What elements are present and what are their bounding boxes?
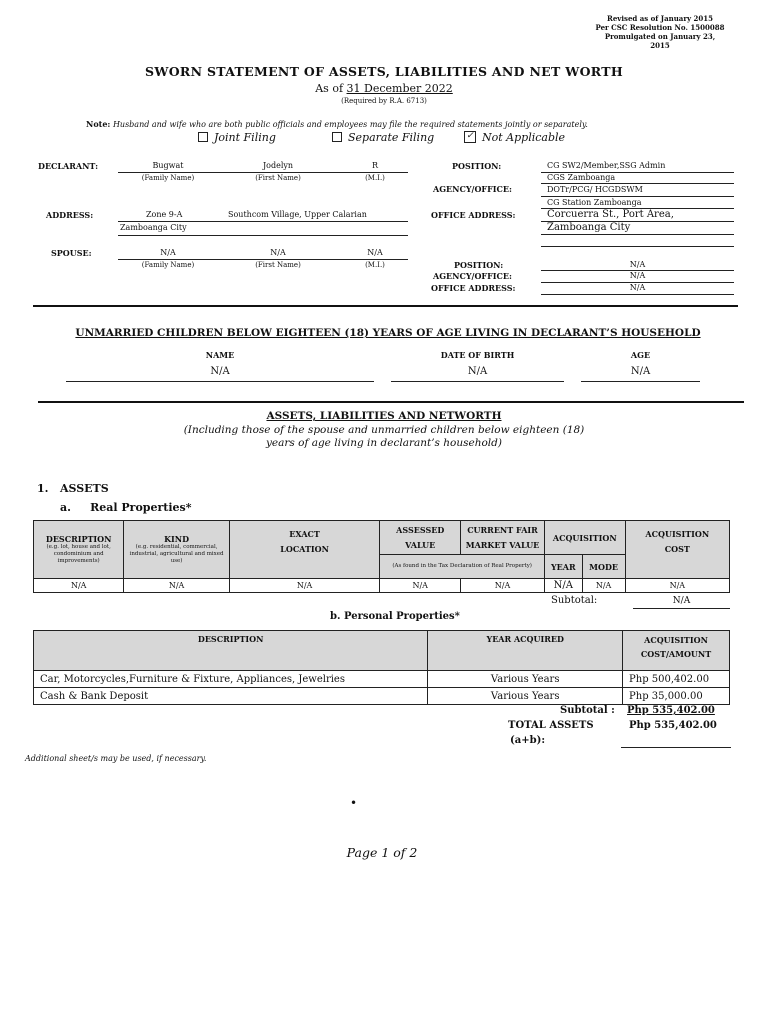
spouse-agency-label: AGENCY/OFFICE:: [433, 271, 512, 281]
spouse-first-name: N/A: [270, 248, 286, 257]
rp-header-kind: [124, 521, 229, 579]
office-address-line-3-rule: [541, 246, 734, 247]
rp-header-assessed-1: ASSESSED: [396, 524, 445, 535]
spouse-first-caption: (First Name): [255, 261, 301, 269]
separate-filing-checkbox[interactable]: [332, 132, 342, 142]
rp-header-value-note: (As found in the Tax Declaration of Real Property): [380, 555, 545, 579]
spouse-position-value: N/A: [629, 260, 646, 269]
spouse-office-address-rule: [541, 294, 734, 295]
pp-row-1-description: Car, Motorcycles,Furniture & Fixture, Appliances, Jewelries: [34, 671, 428, 688]
rp-cell-location: N/A: [229, 579, 380, 593]
rp-header-cost-2: COST: [664, 544, 690, 554]
children-age-rule: [581, 381, 700, 382]
address-line-1b: Southcom Village, Upper Calarian: [228, 210, 367, 219]
address-label: ADDRESS:: [46, 210, 94, 220]
pp-header-cost-1: ACQUISITION: [644, 635, 708, 645]
pp-subtotal-value: Php 535,402.00: [627, 705, 715, 716]
section-divider-2: [38, 401, 744, 403]
page-title: SWORN STATEMENT OF ASSETS, LIABILITIES AND NET WORTH: [145, 64, 623, 79]
personal-properties-table: [33, 630, 730, 705]
rp-header-description-label: DESCRIPTION: [45, 534, 112, 544]
as-of-line: [0, 82, 768, 95]
spouse-label: SPOUSE:: [51, 248, 92, 258]
assets-sub-2: years of age living in declarant’s household): [266, 437, 502, 449]
pp-row-1-year: Various Years: [428, 671, 623, 688]
pp-header-cost: [623, 631, 730, 671]
rp-cell-mode: N/A: [582, 579, 625, 593]
children-dob-value: N/A: [467, 366, 488, 377]
rp-header-cost-1: ACQUISITION: [645, 529, 710, 539]
declarant-mi: R: [371, 161, 379, 170]
revision-line-2: Per CSC Resolution No. 1500088: [595, 23, 725, 32]
rp-cell-year: N/A: [544, 579, 582, 593]
position-value: CG SW2/Member,SSG Admin: [547, 161, 666, 170]
spouse-mi: N/A: [367, 248, 383, 257]
declarant-mi-caption: (M.I.): [365, 174, 385, 182]
spouse-agency-value: N/A: [629, 271, 646, 280]
rp-header-location-2: LOCATION: [280, 544, 329, 554]
pp-row-2-description: Cash & Bank Deposit: [34, 688, 428, 705]
agency-line-3: CG Station Zamboanga: [547, 198, 642, 207]
children-age-value: N/A: [630, 366, 651, 377]
as-of-prefix: As of: [315, 82, 344, 95]
office-address-label: OFFICE ADDRESS:: [431, 210, 516, 220]
real-properties-label: a. Real Properties*: [60, 501, 192, 514]
pp-row-2-year: Various Years: [428, 688, 623, 705]
spouse-family-name: N/A: [160, 248, 176, 257]
rp-header-fair: [461, 521, 545, 555]
rp-cell-description: N/A: [34, 579, 124, 593]
bullet-mark: •: [350, 796, 358, 810]
children-heading: UNMARRIED CHILDREN BELOW EIGHTEEN (18) YEARS OF AGE LIVING IN DECLARANT’S HOUSEHOLD: [75, 327, 701, 339]
joint-filing-option[interactable]: [198, 131, 276, 144]
rp-header-fair-1: CURRENT FAIR: [467, 524, 538, 535]
separate-filing-label: Separate Filing: [348, 131, 435, 144]
revision-note: [560, 14, 760, 50]
total-assets-label: TOTAL ASSETS: [508, 720, 594, 731]
rp-cell-kind: N/A: [124, 579, 229, 593]
rp-header-year: YEAR: [544, 555, 582, 579]
rp-header-description-sub: (e.g. lot, house and lot, condominium and improvements): [46, 544, 111, 564]
separate-filing-option[interactable]: [332, 131, 434, 144]
spouse-mi-caption: (M.I.): [365, 261, 385, 269]
address-line-2-rule: [118, 235, 408, 236]
joint-filing-label: Joint Filing: [214, 131, 276, 144]
office-address-line-2: Zamboanga City: [547, 222, 631, 233]
position-label: POSITION:: [452, 161, 502, 171]
revision-line-1: Revised as of January 2015: [607, 14, 713, 23]
pp-row-1-cost: Php 500,402.00: [623, 671, 730, 688]
agency-label: AGENCY/OFFICE:: [433, 184, 512, 194]
pp-row-2-cost: Php 35,000.00: [623, 688, 730, 705]
address-line-1a: Zone 9-A: [146, 210, 183, 219]
address-line-2: Zamboanga City: [120, 223, 187, 232]
total-assets-rule: [621, 747, 731, 748]
rp-subtotal-label: Subtotal:: [551, 595, 598, 606]
rp-header-kind-label: KIND: [164, 534, 190, 544]
declarant-name-line: [118, 172, 408, 173]
rp-header-location-1: EXACT: [289, 529, 320, 539]
spouse-office-address-value: N/A: [629, 283, 646, 292]
rp-header-assessed-2: VALUE: [405, 539, 436, 550]
not-applicable-label: Not Applicable: [482, 131, 566, 144]
rp-header-fair-2: MARKET VALUE: [465, 539, 540, 550]
section-divider-1: [33, 305, 738, 307]
pp-header-description: DESCRIPTION: [34, 631, 428, 671]
assets-label: 1. ASSETS: [37, 482, 109, 495]
rp-header-description: [34, 521, 124, 579]
total-assets-sub: (a+b):: [510, 735, 546, 746]
agency-line-1-rule: [541, 183, 734, 184]
office-address-line-1: Corcuerra St., Port Area,: [547, 209, 674, 220]
assets-heading: ASSETS, LIABILITIES AND NETWORTH: [266, 410, 502, 422]
rp-header-kind-sub: (e.g. residential, commercial, industrial, agricultural and mixed use): [129, 544, 224, 564]
pp-header-year: YEAR ACQUIRED: [428, 631, 623, 671]
children-name-header: NAME: [205, 350, 235, 360]
rp-cell-fair: N/A: [461, 579, 545, 593]
spouse-name-line: [118, 259, 408, 260]
page-number: Page 1 of 2: [346, 845, 418, 860]
declarant-first-caption: (First Name): [255, 174, 301, 182]
declarant-label: DECLARANT:: [38, 161, 99, 171]
agency-line-1: CGS Zamboanga: [547, 173, 616, 182]
office-address-line-2-rule: [541, 234, 734, 235]
rp-cell-cost: N/A: [625, 579, 729, 593]
total-assets-value: Php 535,402.00: [629, 720, 717, 731]
note-label: Note:: [86, 119, 111, 129]
children-name-rule: [66, 381, 374, 382]
rp-header-location: [229, 521, 380, 579]
personal-properties-label: b. Personal Properties*: [330, 611, 460, 622]
address-line-1-rule: [118, 221, 408, 222]
as-of-date: 31 December 2022: [346, 82, 453, 95]
rp-subtotal-rule: [633, 608, 730, 609]
declarant-first-name: Jodelyn: [262, 161, 294, 170]
agency-line-2: DOTr/PCG/ HCGDSWM: [547, 185, 643, 194]
children-age-header: AGE: [630, 350, 651, 360]
spouse-office-address-label: OFFICE ADDRESS:: [431, 283, 516, 293]
revision-line-4: 2015: [650, 41, 670, 50]
rp-cell-assessed: N/A: [380, 579, 461, 593]
children-dob-header: DATE OF BIRTH: [440, 350, 515, 360]
pp-subtotal-label: Subtotal :: [560, 705, 615, 716]
children-name-value: N/A: [210, 366, 230, 377]
spouse-family-caption: (Family Name): [141, 261, 195, 269]
additional-sheet-note: Additional sheet/s may be used, if necessary.: [25, 754, 207, 763]
declarant-family-name: Bugwat: [152, 161, 184, 170]
not-applicable-option[interactable]: [464, 131, 565, 144]
rp-subtotal-value: N/A: [672, 596, 691, 606]
required-by: (Required by R.A. 6713): [341, 97, 427, 105]
revision-line-3: Promulgated on January 23,: [604, 32, 716, 41]
agency-line-2-rule: [541, 196, 734, 197]
assets-sub-1: (Including those of the spouse and unmarried children below eighteen (18): [183, 424, 585, 436]
children-dob-rule: [391, 381, 564, 382]
real-properties-table: [33, 520, 730, 593]
not-applicable-checkbox[interactable]: ✓: [464, 131, 476, 143]
spouse-position-label: POSITION:: [454, 260, 504, 270]
declarant-family-caption: (Family Name): [141, 174, 195, 182]
rp-header-assessed: [380, 521, 461, 555]
rp-header-acquisition: ACQUISITION: [544, 521, 625, 555]
rp-header-mode: MODE: [582, 555, 625, 579]
rp-header-cost: [625, 521, 729, 579]
note-line: [86, 119, 726, 129]
note-text: Husband and wife who are both public officials and employees may file the required statements jointly or separately.: [112, 120, 588, 129]
pp-header-cost-2: COST/AMOUNT: [640, 649, 712, 659]
joint-filing-checkbox[interactable]: [198, 132, 208, 142]
